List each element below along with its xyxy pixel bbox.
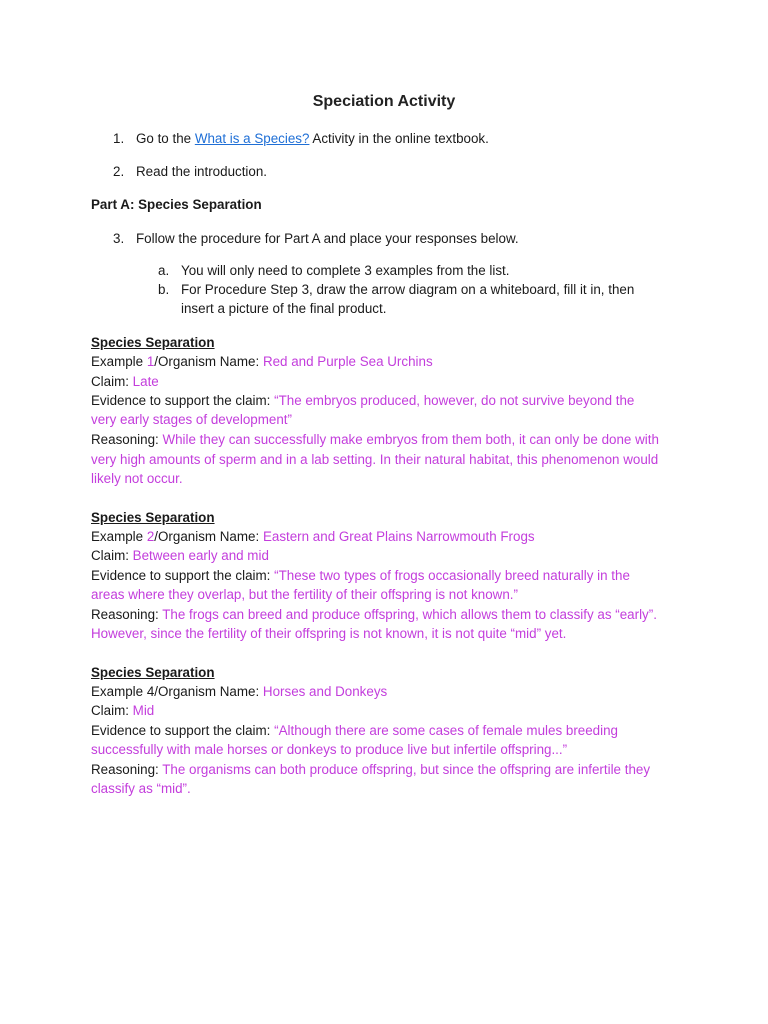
section-2-claim-line: [91, 546, 269, 566]
substep-a-text: You will only need to complete 3 examples from the list.: [181, 263, 510, 278]
part-a-heading: Part A: Species Separation: [91, 197, 262, 212]
section-1-evidence: “The embryos produced, however, do not survive beyond the: [274, 393, 635, 408]
step-2-text: Read the introduction.: [136, 164, 268, 179]
section-3-claim-line: [91, 701, 154, 721]
section-3-evidence: “Although there are some cases of female mules breeding: [274, 723, 618, 738]
section-2-reasoning-label: Reasoning:: [91, 607, 163, 622]
section-3-evidence-line-2: successfully with male horses or donkeys to produce live but infertile offspring...”: [91, 742, 568, 757]
section-3-claim: Mid: [132, 703, 155, 718]
section-3-example-line: [91, 682, 387, 702]
section-2-evidence: “These two types of frogs occasionally breed naturally in the: [274, 568, 630, 583]
section-1-example-label: Example: [91, 354, 147, 369]
section-1-example-line: [91, 352, 433, 372]
section-2-claim-label: Claim:: [91, 548, 133, 563]
section-2-heading: Species Separation: [91, 510, 215, 525]
section-1-evidence-label: Evidence to support the claim:: [91, 393, 275, 408]
section-2-example-line: [91, 527, 535, 547]
section-1-example-number: 1: [146, 354, 155, 369]
section-3-reasoning: The organisms can both produce offspring, but since the offspring are infertile they: [162, 762, 651, 777]
section-1-reasoning: While they can successfully make embryos from them both, it can only be done with: [162, 432, 659, 447]
section-1-claim-line: [91, 372, 159, 392]
section-1-claim: Late: [132, 374, 159, 389]
page-title: Speciation Activity: [312, 93, 456, 110]
section-1-evidence-line-1: [91, 391, 634, 411]
substep-b-text-line-2: insert a picture of the final product.: [181, 301, 387, 316]
section-2-reasoning-line-2: However, since the fertility of their offspring is not known, it is not quite “mid” yet.: [91, 626, 567, 641]
section-2-evidence-label: Evidence to support the claim:: [91, 568, 275, 583]
step-3-text: Follow the procedure for Part A and place your responses below.: [136, 231, 519, 246]
section-1-reasoning-label: Reasoning:: [91, 432, 163, 447]
section-3-evidence-label: Evidence to support the claim:: [91, 723, 275, 738]
section-1-heading: Species Separation: [91, 335, 215, 350]
section-3-heading: Species Separation: [91, 665, 215, 680]
substep-a-letter: a.: [158, 263, 170, 278]
section-1-reasoning-line-1: [91, 430, 659, 450]
section-3-organism: Horses and Donkeys: [262, 684, 388, 699]
step-1-text-post: Activity in the online textbook.: [309, 131, 489, 146]
step-1-text-pre: Go to the: [136, 131, 195, 146]
section-3-reasoning-label: Reasoning:: [91, 762, 163, 777]
section-1-reasoning-line-2: very high amounts of sperm and in a lab setting. In their natural habitat, this phenomenon would: [91, 452, 659, 467]
section-2-evidence-line-2: areas where they overlap, but the fertility of their offspring is not known.”: [91, 587, 518, 602]
section-3-evidence-line-1: [91, 721, 618, 741]
section-3-reasoning-line-2: classify as “mid”.: [91, 781, 191, 796]
step-2-number: 2.: [113, 164, 125, 179]
section-2-example-label: Example: [91, 529, 147, 544]
section-2-example-number: 2: [146, 529, 155, 544]
section-3-example-label: Example 4/Organism Name:: [91, 684, 263, 699]
what-is-a-species-link[interactable]: What is a Species?: [194, 131, 310, 146]
section-2-reasoning: The frogs can breed and produce offspring, which allows them to classify as “early”.: [162, 607, 657, 622]
substep-b-letter: b.: [158, 282, 170, 297]
section-2-organism: Eastern and Great Plains Narrowmouth Frogs: [262, 529, 535, 544]
step-1: [136, 129, 489, 149]
section-2-evidence-line-1: [91, 566, 630, 586]
section-2-organism-label: /Organism Name:: [154, 529, 263, 544]
section-3-claim-label: Claim:: [91, 703, 133, 718]
section-2-claim: Between early and mid: [132, 548, 269, 563]
substep-b-text-line-1: For Procedure Step 3, draw the arrow diagram on a whiteboard, fill it in, then: [181, 282, 635, 297]
step-1-number: 1.: [113, 131, 125, 146]
section-1-evidence-line-2: very early stages of development”: [91, 412, 292, 427]
section-1-claim-label: Claim:: [91, 374, 133, 389]
section-2-reasoning-line-1: [91, 605, 657, 625]
section-3-reasoning-line-1: [91, 760, 650, 780]
section-1-organism-label: /Organism Name:: [154, 354, 263, 369]
step-3-number: 3.: [113, 231, 125, 246]
section-1-organism: Red and Purple Sea Urchins: [262, 354, 433, 369]
section-1-reasoning-line-3: likely not occur.: [91, 471, 183, 486]
